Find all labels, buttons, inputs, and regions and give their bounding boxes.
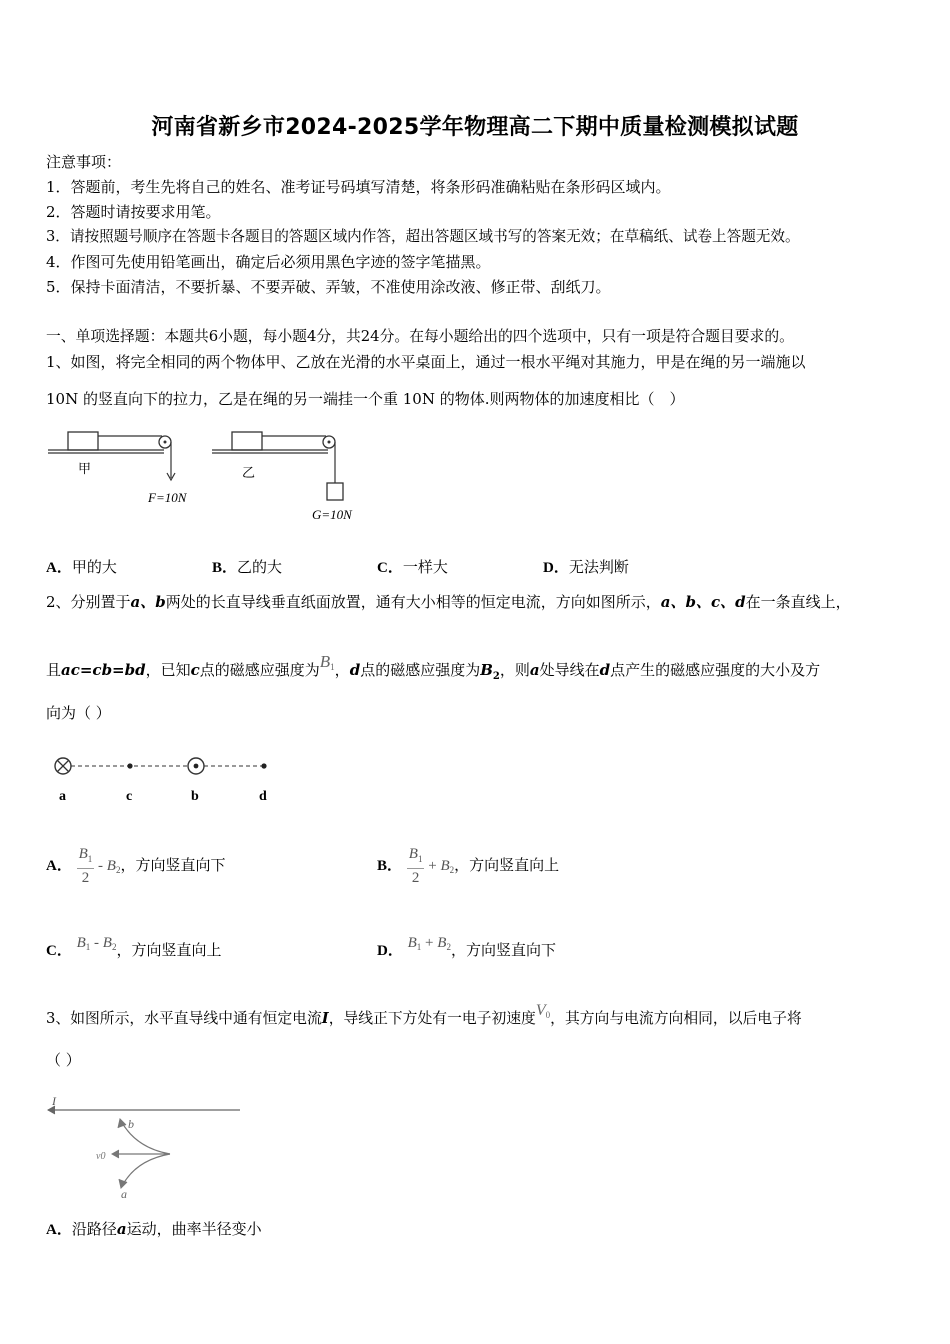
notice-item-4: 4．作图可先使用铅笔画出，确定后必须用黑色字迹的签字笔描黑。	[46, 253, 491, 271]
label-current: I	[52, 1094, 56, 1108]
label-path-a: a	[121, 1187, 127, 1201]
notice-item-1: 1．答题前，考生先将自己的姓名、准考证号码填写清楚，将条形码准确粘贴在条形码区域内。	[46, 178, 671, 196]
formula-c: $B_1 - B_2$	[76, 935, 117, 952]
q2-stem-line1: 2、分别置于a、b两处的长直导线垂直纸面放置，通有大小相等的恒定电流，方向如图所示，a、b、c、d在一条直线上，	[46, 593, 851, 611]
q1-option-c[interactable]: C．一样大	[377, 558, 448, 576]
q3-figure	[46, 1088, 246, 1203]
current-out-of-page-icon	[188, 758, 204, 774]
label-yi: 乙	[242, 465, 256, 480]
label-a: a	[59, 789, 66, 804]
notice-item-5: 5．保持卡面清洁，不要折暴、不要弄破、弄皱，不准使用涂改液、修正带、刮纸刀。	[46, 278, 611, 296]
q2-option-d[interactable]: D． $B_1 + B_2$，方向竖直向下	[377, 935, 556, 959]
q3-stem-line1: 3、如图所示，水平直导线中通有恒定电流I，导线正下方处有一电子初速度$V_0$，其方向与电流方向相同，以后电子将	[46, 1002, 802, 1027]
q1-option-d[interactable]: D．无法判断	[543, 558, 629, 576]
q2-stem-line2: 且ac=cb=bd，已知c点的磁感应强度为$B_1$，d点的磁感应强度为$B_2$，则a处导线在d点产生的磁感应强度的大小及方	[46, 652, 821, 682]
label-v0: v0	[96, 1151, 106, 1162]
q1-stem-line1: 1、如图，将完全相同的两个物体甲、乙放在光滑的水平桌面上，通过一根水平绳对其施力，甲是在绳的另一端施以	[46, 353, 806, 371]
q1-stem-line2: 10N 的竖直向下的拉力，乙是在绳的另一端挂一个重 10N 的物体.则两物体的加速度相比（ ）	[46, 390, 685, 408]
formula-b: $\frac{B_1}{2}$	[408, 846, 423, 886]
notice-item-2: 2．答题时请按要求用笔。	[46, 203, 221, 221]
q1-figure	[46, 425, 366, 525]
label-force: F=10N	[148, 490, 187, 505]
q2-option-c[interactable]: C． $B_1 - B_2$，方向竖直向上	[46, 935, 222, 959]
label-path-b: b	[128, 1117, 134, 1131]
q2-option-b[interactable]: B． $\frac{B_1}{2}$ + $B_2$，方向竖直向上	[377, 846, 560, 886]
q3-stem-line2: （ ）	[46, 1051, 81, 1069]
current-into-page-icon	[55, 758, 71, 774]
figure-yi	[212, 432, 353, 522]
figure-jia	[48, 431, 188, 505]
q2-figure	[46, 752, 286, 808]
label-c: c	[126, 789, 133, 804]
formula-d: $B_1 + B_2$	[407, 935, 451, 952]
notice-item-3: 3．请按照题号顺序在答题卡各题目的答题区域内作答，超出答题区域书写的答案无效；在草稿纸、试卷上答题无效。	[46, 228, 800, 245]
point-c	[127, 763, 132, 768]
q2-option-a[interactable]: A． $\frac{B_1}{2}$ - $B_2$，方向竖直向下	[46, 846, 226, 886]
page-title: 河南省新乡市2024-2025学年物理高二下期中质量检测模拟试题	[151, 115, 799, 140]
notice-heading: 注意事项：	[46, 153, 122, 171]
section-heading: 一、单项选择题：本题共6小题，每小题4分，共24分。在每小题给出的四个选项中，只有一项是符合题目要求的。	[46, 328, 794, 345]
q1-option-a[interactable]: A．甲的大	[46, 558, 117, 576]
q3-option-a[interactable]: A．沿路径a运动，曲率半径变小	[46, 1220, 262, 1238]
label-b: b	[191, 789, 199, 804]
formula-a: $\frac{B_1}{2}$	[78, 846, 93, 886]
label-d: d	[259, 789, 267, 804]
label-jia: 甲	[78, 461, 92, 476]
label-weight: G=10N	[312, 507, 352, 522]
point-d	[261, 763, 266, 768]
q2-stem-line3: 向为（ ）	[46, 704, 111, 722]
q1-option-b[interactable]: B．乙的大	[212, 558, 283, 576]
